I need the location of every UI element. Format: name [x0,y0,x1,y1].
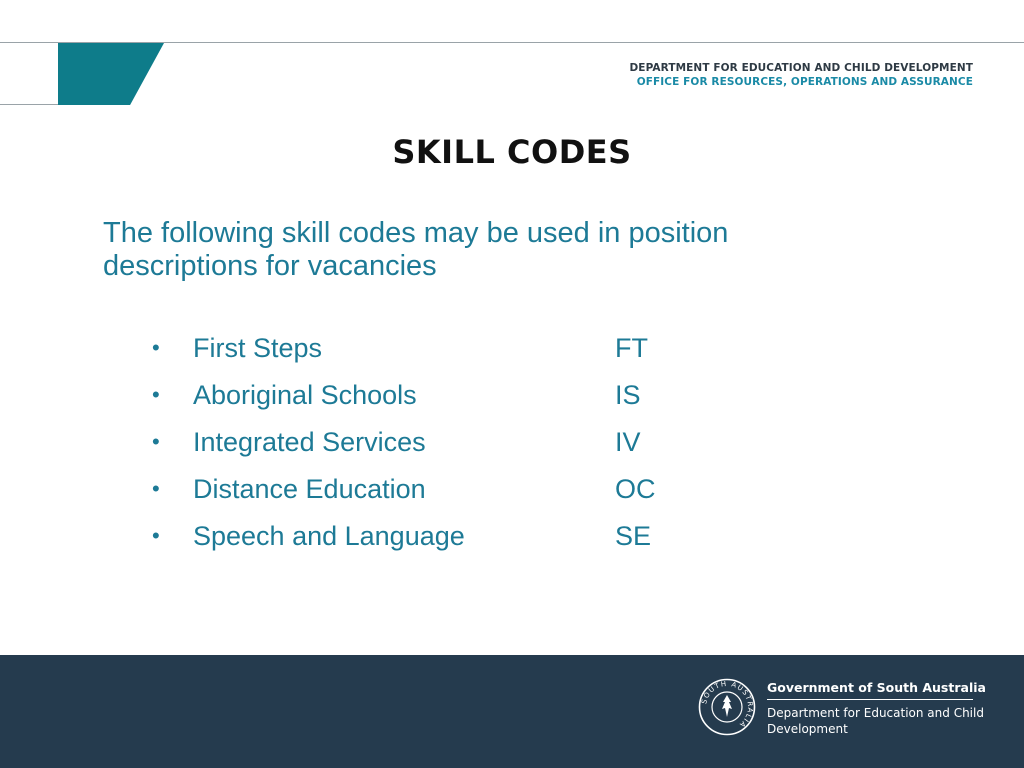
department-name: DEPARTMENT FOR EDUCATION AND CHILD DEVELOPMENT [629,62,973,74]
bullet: • [152,429,160,454]
skill-name: Speech and Language [193,521,465,551]
teal-tab-decoration [58,43,164,105]
footer-bar [0,655,1024,768]
footer-rule [767,699,973,700]
skill-code: IV [615,427,641,457]
intro-text: The following skill codes may be used in position descriptions for vacancies [103,217,729,282]
skill-code: OC [615,474,656,504]
skill-code: FT [615,333,648,363]
page-title: SKILL CODES [392,133,632,171]
footer-department-name: Department for Education and Child Development [767,706,984,736]
bullet: • [152,523,160,548]
skill-name: Integrated Services [193,427,426,457]
skill-name: Distance Education [193,474,426,504]
office-name: OFFICE FOR RESOURCES, OPERATIONS AND ASSURANCE [636,76,973,88]
bullet: • [152,382,160,407]
skill-code: SE [615,521,652,551]
bullet: • [152,476,160,501]
svg-text:SOUTH AUSTRALIA: SOUTH AUSTRALIA [700,679,755,730]
state-badge-icon [698,678,756,736]
government-name: Government of South Australia [767,680,986,695]
skill-name: Aboriginal Schools [193,380,417,410]
skill-name: First Steps [193,333,323,363]
header-rule-lower [0,104,58,105]
bullet: • [152,335,160,360]
skill-code: IS [615,380,641,410]
header-rule [0,42,1024,43]
department-header [629,61,973,89]
